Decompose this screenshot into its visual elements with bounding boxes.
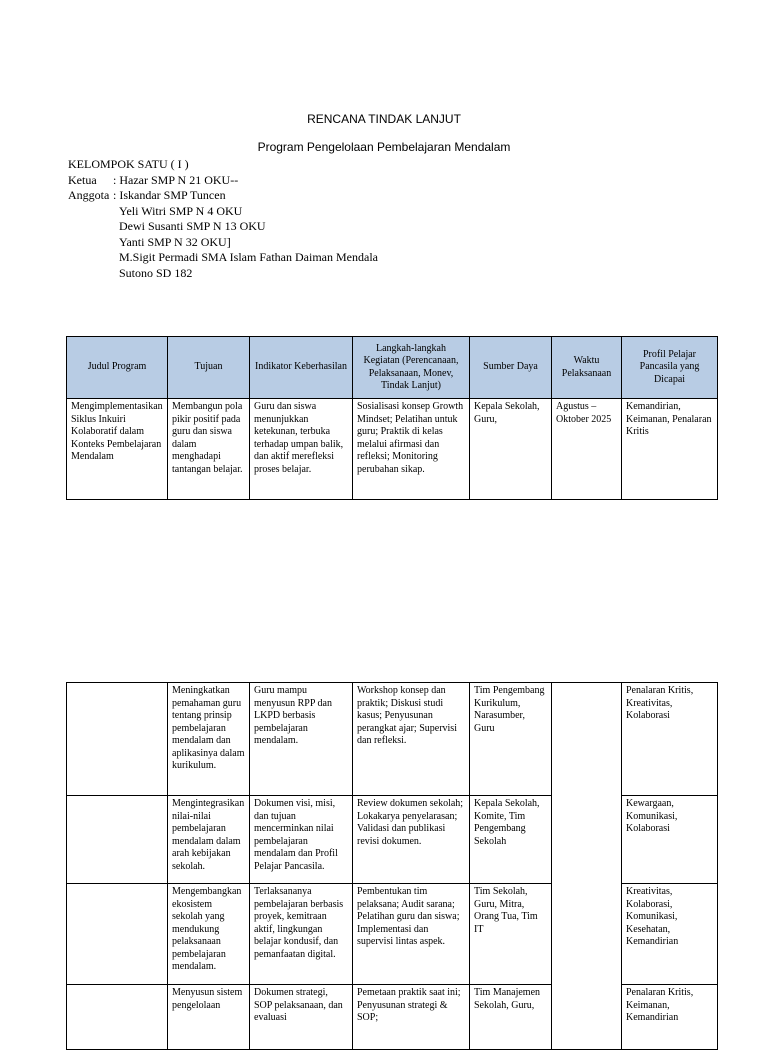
cell-tujuan: Mengintegrasikan nilai-nilai pembelajaran mendalam dalam arah kebijakan sekolah. (168, 796, 250, 884)
cell-indikator: Terlaksananya pembelajaran berbasis proyek, kemitraan aktif, lingkungan belajar kondusif, dan pemanfaatan digital. (250, 884, 353, 985)
members-label: Anggota (68, 188, 110, 202)
cell-tujuan: Membangun pola pikir positif pada guru dan siswa dalam menghadapi tantangan belajar. (168, 399, 250, 500)
leader-row (68, 173, 378, 189)
cell-sumber: Tim Pengembang Kurikulum, Narasumber, Guru (470, 683, 552, 796)
document-subtitle: Program Pengelolaan Pembelajaran Mendalam (257, 140, 511, 154)
cell-langkah: Pemetaan praktik saat ini; Penyusunan strategi & SOP; (353, 985, 470, 1050)
member-item: Yanti SMP N 32 OKU] (119, 234, 231, 249)
table-row (67, 683, 718, 796)
cell-profil: Kemandirian, Keimanan, Penalaran Kritis (622, 399, 718, 500)
cell-judul (67, 796, 168, 884)
cell-tujuan: Meningkatkan pemahaman guru tentang prinsip pembelajaran mendalam dan aplikasinya dalam kurikulum. (168, 683, 250, 796)
cell-profil: Penalaran Kritis, Kreativitas, Kolaborasi (622, 683, 718, 796)
cell-sumber: Kepala Sekolah, Komite, Tim Pengembang Sekolah (470, 796, 552, 884)
cell-sumber: Tim Manajemen Sekolah, Guru, (470, 985, 552, 1050)
header-waktu: Waktu Pelaksanaan (552, 337, 622, 399)
cell-waktu: Agustus – Oktober 2025 (552, 399, 622, 500)
group-name: KELOMPOK SATU ( I ) (68, 157, 189, 171)
cell-judul (67, 683, 168, 796)
cell-profil: Kreativitas, Kolaborasi, Komunikasi, Kesehatan, Kemandirian (622, 884, 718, 985)
cell-langkah: Sosialisasi konsep Growth Mindset; Pelatihan untuk guru; Praktik di kelas melalui afirmasi dan refleksi; Monitoring perubahan sikap. (353, 399, 470, 500)
leader-label: Ketua (68, 172, 97, 187)
cell-indikator: Guru mampu menyusun RPP dan LKPD berbasis pembelajaran mendalam. (250, 683, 353, 796)
table-header-row (67, 337, 718, 399)
member-first: : Iskandar SMP Tuncen (113, 188, 226, 202)
cell-judul (67, 985, 168, 1050)
member-item: Yeli Witri SMP N 4 OKU (119, 203, 243, 218)
group-info (68, 157, 378, 281)
cell-indikator: Guru dan siswa menunjukkan ketekunan, terbuka terhadap umpan balik, dan aktif merefleksi proses belajar. (250, 399, 353, 500)
member-item: Sutono SD 182 (119, 265, 193, 280)
cell-tujuan: Mengembangkan ekosistem sekolah yang mendukung pelaksanaan pembelajaran mendalam. (168, 884, 250, 985)
cell-langkah: Review dokumen sekolah; Lokakarya penyelarasan; Validasi dan publikasi revisi dokumen. (353, 796, 470, 884)
cell-judul: Mengimplementasikan Siklus Inkuiri Kolaboratif dalam Konteks Pembelajaran Mendalam (67, 399, 168, 500)
header-langkah: Langkah-langkah Kegiatan (Perencanaan, Pelaksanaan, Monev, Tindak Lanjut) (353, 337, 470, 399)
cell-waktu-merged (552, 683, 622, 1050)
cell-indikator: Dokumen strategi, SOP pelaksanaan, dan evaluasi (250, 985, 353, 1050)
cell-profil: Penalaran Kritis, Keimanan, Kemandirian (622, 985, 718, 1050)
header-profil: Profil Pelajar Pancasila yang Dicapai (622, 337, 718, 399)
leader-name: : Hazar SMP N 21 OKU-- (113, 172, 239, 187)
members-row (68, 188, 378, 204)
cell-sumber: Tim Sekolah, Guru, Mitra, Orang Tua, Tim IT (470, 884, 552, 985)
member-item: M.Sigit Permadi SMA Islam Fathan Daiman Mendala (119, 250, 378, 264)
cell-indikator: Dokumen visi, misi, dan tujuan mencerminkan nilai pembelajaran mendalam dan Profil Pelajar Pancasila. (250, 796, 353, 884)
cell-sumber: Kepala Sekolah, Guru, (470, 399, 552, 500)
header-judul: Judul Program (67, 337, 168, 399)
header-tujuan: Tujuan (168, 337, 250, 399)
cell-profil: Kewargaan, Komunikasi, Kolaborasi (622, 796, 718, 884)
plan-table (66, 336, 718, 500)
header-sumber: Sumber Daya (470, 337, 552, 399)
cell-tujuan: Menyusun sistem pengelolaan (168, 985, 250, 1050)
header-indikator: Indikator Keberhasilan (250, 337, 353, 399)
cell-judul (67, 884, 168, 985)
table-row (67, 399, 718, 500)
document-title: RENCANA TINDAK LANJUT (307, 112, 461, 126)
cell-langkah: Pembentukan tim pelaksana; Audit sarana; Pelatihan guru dan siswa; Implementasi dan supervisi lintas aspek. (353, 884, 470, 985)
cell-langkah: Workshop konsep dan praktik; Diskusi studi kasus; Penyusunan perangkat ajar; Supervisi dan refleksi. (353, 683, 470, 796)
member-item: Dewi Susanti SMP N 13 OKU (119, 219, 266, 233)
plan-table-continued (66, 682, 718, 1050)
